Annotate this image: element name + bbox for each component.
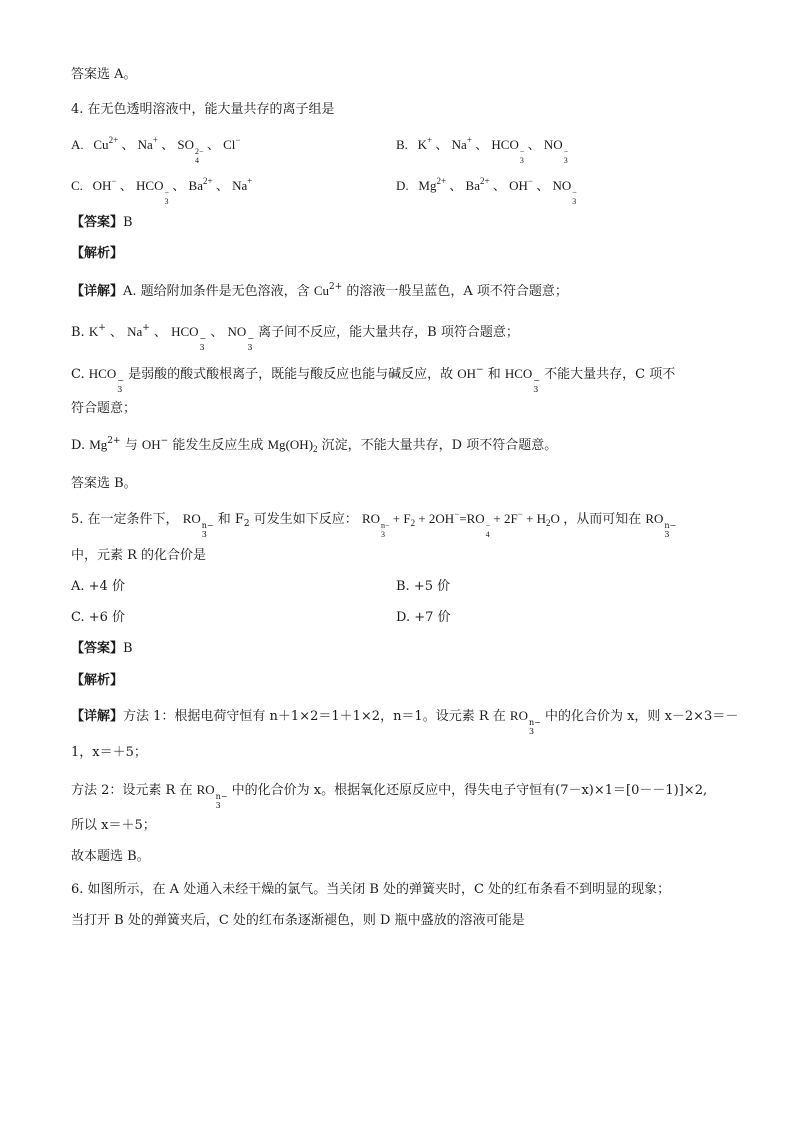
q5-answer: 【答案】B: [71, 641, 133, 656]
q4-detail-3: C. HCO − 3 是弱酸的酸式酸根离子，既能与酸反应也能与碱反应，故 OH− 和 HCO − 3 不能大量共存，C 项不: [71, 365, 676, 394]
q4-detail-2: B. K+ 、 Na+ 、 HCO − 3 、 NO − 3 离子间不反应，能大量共存，B 项符合题意；: [71, 323, 519, 352]
q4-option-c: C. OH− 、 HCO − 3 、 $Ba^{2+}$ 、 Na+: [71, 176, 253, 206]
answer-line-3: 答案选 A。: [71, 67, 137, 82]
q4-final-answer: 答案选 B。: [71, 476, 137, 491]
question-6-line-2: 当打开 B 处的弹簧夹后，C 处的红布条逐渐褪色，则 D 瓶中盛放的溶液可能是: [71, 913, 525, 928]
question-5-stem: 5. 在一定条件下， RO n− 3 和 $F_2$ 可发生如下反应： RO n− 3 + $F_2 + 2OH^-=RO$ − 4 + $2F^- + H_2O$ ，从而可知在 RO n− 3: [71, 509, 677, 539]
q5-analysis-tag: 【解析】: [71, 673, 124, 688]
q4-detail-1: 【详解】A. 题给附加条件是无色溶液，含 $Cu^{2+}$ 的溶液一般呈蓝色，A 项不符合题意；: [71, 282, 568, 299]
q4-detail-3-cont: 符合题意；: [71, 401, 137, 416]
q5-method-1-cont: 1，x＝＋5；: [71, 745, 147, 760]
q5-option-b: B. +5 价: [396, 579, 451, 594]
q4-analysis-tag: 【解析】: [71, 246, 124, 261]
q5-option-a: A. +4 价: [71, 579, 125, 594]
q5-final-answer: 故本题选 B。: [71, 849, 150, 864]
q4-option-b: B. K+ 、 Na+ 、 HCO − 3 、 NO − 3: [396, 135, 569, 165]
q4-option-d: D. $Mg^{2+}$ 、 $Ba^{2+}$ 、 OH− 、 NO − 3: [396, 176, 577, 206]
q5-method-1: 【详解】方法 1：根据电荷守恒有 n＋1×2＝1＋1×2，n＝1。设元素 R 在 RO n− 3 中的化合价为 x，则 x－2×3＝－: [71, 708, 739, 736]
q5-option-d: D. +7 价: [396, 610, 451, 625]
reaction-equation: RO n− 3 + $F_2 + 2OH^-=RO$ − 4 + $2F^- + H_2O$: [361, 509, 560, 539]
question-5-stem-cont: 中，元素 R 的化合价是: [71, 548, 207, 563]
q4-answer: 【答案】B: [71, 215, 133, 230]
question-4-stem: 4. 在无色透明溶液中，能大量共存的离子组是: [71, 102, 335, 117]
question-6-line-1: 6. 如图所示，在 A 处通入未经干燥的氯气。当关闭 B 处的弹簧夹时，C 处的红布条看不到明显的现象；: [71, 882, 671, 897]
q4-detail-4: D. $Mg^{2+}$ 与 OH− 能发生反应生成 $Mg(OH)_2$ 沉淀，不能大量共存，D 项不符合题意。: [71, 436, 558, 454]
q5-method-2-cont: 所以 x＝＋5；: [71, 818, 156, 833]
q5-option-c: C. +6 价: [71, 610, 126, 625]
q4-option-a: A. $Cu^{2+}$ 、 Na+ 、 SO 2− 4 、 Cl−: [71, 135, 241, 165]
q5-method-2: 方法 2：设元素 R 在 RO n− 3 中的化合价为 x。根据氧化还原反应中，得失电子守恒有(7－x)×1＝[0－－1)]×2,: [71, 782, 708, 810]
